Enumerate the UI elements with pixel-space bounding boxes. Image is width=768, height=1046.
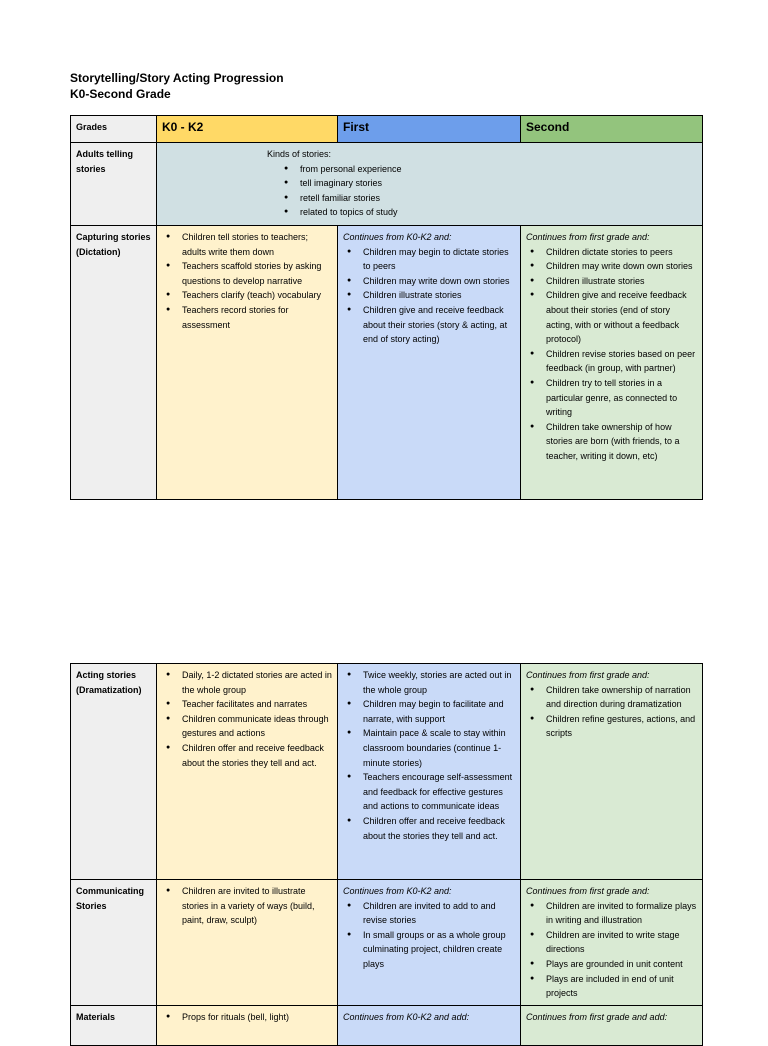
adults-telling-row bbox=[71, 143, 703, 226]
materials-k0-k2-list bbox=[162, 1010, 332, 1025]
communicating-k0-k2-list bbox=[162, 884, 332, 928]
materials-row bbox=[71, 1006, 703, 1046]
materials-first-intro: Continues from K0-K2 and add: bbox=[343, 1012, 470, 1022]
list-item: ● Children illustrate stories bbox=[363, 288, 515, 303]
capturing-stories-row bbox=[71, 226, 703, 500]
communicating-k0-k2-cell bbox=[157, 880, 338, 1006]
list-item: ● Children are invited to add to and revise stories bbox=[363, 899, 515, 928]
capturing-k0-k2-list bbox=[162, 230, 332, 332]
materials-k0-k2-cell bbox=[157, 1006, 338, 1046]
list-item: ● Teachers record stories for assessment bbox=[182, 303, 332, 332]
acting-first-cell bbox=[338, 664, 521, 880]
list-item: ● Children give and receive feedback about their stories (end of story acting, with or without a feedback protocol) bbox=[546, 288, 697, 346]
capturing-second-cell bbox=[521, 226, 703, 500]
progression-table-2 bbox=[70, 663, 703, 1046]
list-item: ● Children take ownership of how stories are born (with friends, to a teacher, writing it down, etc) bbox=[546, 420, 697, 464]
list-item: ● Children illustrate stories bbox=[546, 274, 697, 289]
list-item: ● Teachers encourage self-assessment and feedback for effective gestures and actions to communicate ideas bbox=[363, 770, 515, 814]
communicating-second-cell bbox=[521, 880, 703, 1006]
communicating-stories-row bbox=[71, 880, 703, 1006]
list-item: ● Maintain pace & scale to stay within classroom boundaries (continue 1-minute stories) bbox=[363, 726, 515, 770]
capturing-first-intro: Continues from K0-K2 and: bbox=[343, 232, 452, 242]
list-item: ● Plays are included in end of unit projects bbox=[546, 972, 697, 1001]
grade-header-second: Second bbox=[521, 116, 703, 143]
capturing-second-intro: Continues from first grade and: bbox=[526, 232, 650, 242]
list-item: ● Children offer and receive feedback about the stories they tell and act. bbox=[182, 741, 332, 770]
list-item: ● Children try to tell stories in a particular genre, as connected to writing bbox=[546, 376, 697, 420]
capturing-first-list bbox=[343, 245, 515, 347]
materials-first-cell bbox=[338, 1006, 521, 1046]
list-item: ● Children may write down own stories bbox=[363, 274, 515, 289]
acting-k0-k2-cell bbox=[157, 664, 338, 880]
acting-second-list bbox=[526, 683, 697, 741]
grades-label: Grades bbox=[71, 116, 157, 143]
adults-telling-content bbox=[157, 143, 703, 226]
materials-second-intro: Continues from first grade and add: bbox=[526, 1012, 668, 1022]
list-item: ● Children offer and receive feedback about the stories they tell and act. bbox=[363, 814, 515, 843]
grades-header-row bbox=[71, 116, 703, 143]
document-title: Storytelling/Story Acting Progression bbox=[70, 71, 284, 85]
list-item: ● Teacher facilitates and narrates bbox=[182, 697, 332, 712]
document-subtitle: K0-Second Grade bbox=[70, 87, 171, 101]
acting-first-list bbox=[343, 668, 515, 843]
progression-table-1 bbox=[70, 115, 703, 500]
capturing-first-cell bbox=[338, 226, 521, 500]
list-item: ● Teachers scaffold stories by asking questions to develop narrative bbox=[182, 259, 332, 288]
list-item: ● In small groups or as a whole group culminating project, children create plays bbox=[363, 928, 515, 972]
kinds-of-stories-list bbox=[267, 162, 697, 220]
list-item: ● Children may begin to dictate stories to peers bbox=[363, 245, 515, 274]
list-item: ● tell imaginary stories bbox=[300, 176, 697, 191]
list-item: ● Children revise stories based on peer feedback (in group, with partner) bbox=[546, 347, 697, 376]
list-item: ● Children may begin to facilitate and narrate, with support bbox=[363, 697, 515, 726]
list-item: ● Children are invited to formalize plays in writing and illustration bbox=[546, 899, 697, 928]
capturing-stories-label: Capturing stories (Dictation) bbox=[71, 226, 157, 500]
list-item: ● retell familiar stories bbox=[300, 191, 697, 206]
list-item: ● Children are invited to illustrate stories in a variety of ways (build, paint, draw, sculpt) bbox=[182, 884, 332, 928]
materials-label: Materials bbox=[71, 1006, 157, 1046]
acting-second-cell bbox=[521, 664, 703, 880]
list-item: ● related to topics of study bbox=[300, 205, 697, 220]
list-item: ● Children tell stories to teachers; adults write them down bbox=[182, 230, 332, 259]
list-item: ● Props for rituals (bell, light) bbox=[182, 1010, 332, 1025]
communicating-stories-label: Communicating Stories bbox=[71, 880, 157, 1006]
grade-header-first: First bbox=[338, 116, 521, 143]
list-item: ● Teachers clarify (teach) vocabulary bbox=[182, 288, 332, 303]
list-item: ● Children are invited to write stage directions bbox=[546, 928, 697, 957]
communicating-first-intro: Continues from K0-K2 and: bbox=[343, 886, 452, 896]
list-item: ● Plays are grounded in unit content bbox=[546, 957, 697, 972]
list-item: ● Children communicate ideas through gestures and actions bbox=[182, 712, 332, 741]
adults-telling-label: Adults telling stories bbox=[71, 143, 157, 226]
communicating-first-list bbox=[343, 899, 515, 972]
communicating-first-cell bbox=[338, 880, 521, 1006]
list-item: ● Daily, 1-2 dictated stories are acted in the whole group bbox=[182, 668, 332, 697]
acting-k0-k2-list bbox=[162, 668, 332, 770]
list-item: ● Children take ownership of narration and direction during dramatization bbox=[546, 683, 697, 712]
list-item: ● Twice weekly, stories are acted out in the whole group bbox=[363, 668, 515, 697]
acting-stories-label: Acting stories (Dramatization) bbox=[71, 664, 157, 880]
acting-second-intro: Continues from first grade and: bbox=[526, 670, 650, 680]
kinds-of-stories-intro: Kinds of stories: bbox=[267, 149, 332, 159]
communicating-second-list bbox=[526, 899, 697, 1001]
list-item: ● Children refine gestures, actions, and scripts bbox=[546, 712, 697, 741]
list-item: ● from personal experience bbox=[300, 162, 697, 177]
list-item: ● Children give and receive feedback about their stories (story & acting, at end of story acting) bbox=[363, 303, 515, 347]
materials-second-cell bbox=[521, 1006, 703, 1046]
list-item: ● Children may write down own stories bbox=[546, 259, 697, 274]
list-item: ● Children dictate stories to peers bbox=[546, 245, 697, 260]
communicating-second-intro: Continues from first grade and: bbox=[526, 886, 650, 896]
document-heading bbox=[70, 70, 284, 102]
capturing-k0-k2-cell bbox=[157, 226, 338, 500]
grade-header-k0-k2: K0 - K2 bbox=[157, 116, 338, 143]
capturing-second-list bbox=[526, 245, 697, 464]
acting-stories-row bbox=[71, 664, 703, 880]
